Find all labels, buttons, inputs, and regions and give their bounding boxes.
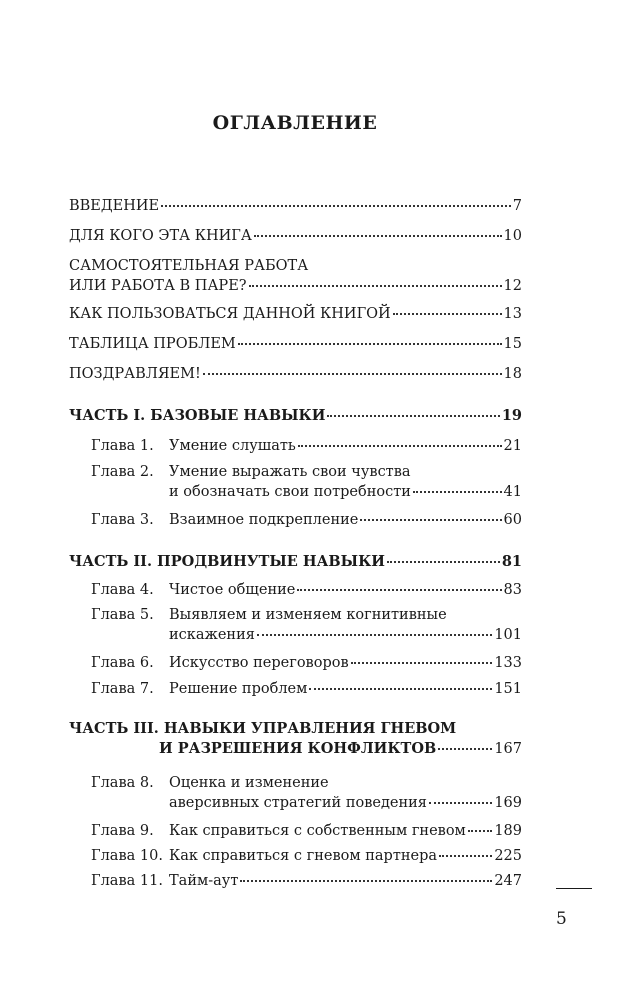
toc-page-number: 60 [503, 512, 522, 528]
dot-leader [257, 634, 492, 636]
folio-rule [556, 888, 592, 889]
dot-leader [360, 519, 501, 521]
toc-page-number: 10 [503, 228, 522, 244]
dot-leader [309, 688, 492, 690]
toc-page-number: 7 [512, 198, 522, 214]
chapter-title-line2: и обозначать свои потребности [169, 484, 411, 500]
dot-leader [297, 589, 501, 591]
dot-leader [413, 491, 502, 493]
toc-page-number: 12 [503, 278, 522, 294]
toc-entry-text: ДЛЯ КОГО ЭТА КНИГА [69, 228, 252, 244]
chapter-title-line1: Оценка и изменение [169, 775, 329, 791]
toc-page-number: 41 [503, 484, 522, 500]
chapter-title: Искусство переговоров [169, 655, 349, 671]
chapter-title: Умение слушать [169, 438, 296, 454]
toc-page-number: 15 [503, 336, 522, 352]
chapter-title: Тайм-аут [169, 873, 239, 889]
dot-leader [387, 561, 500, 563]
chapter-label: Глава 10. [91, 848, 163, 864]
chapter-label: Глава 11. [91, 873, 163, 889]
dot-leader [238, 343, 502, 345]
toc-page-number: 133 [494, 655, 522, 671]
toc-entry-text-line1: САМОСТОЯТЕЛЬНАЯ РАБОТА [69, 258, 309, 274]
chapter-label: Глава 8. [91, 775, 154, 791]
toc-part-title-line1: ЧАСТЬ III. НАВЫКИ УПРАВЛЕНИЯ ГНЕВОМ [69, 720, 457, 737]
toc-page-number: 151 [494, 681, 522, 697]
toc-entry-text: ПОЗДРАВЛЯЕМ! [69, 366, 201, 382]
toc-page-number: 19 [501, 407, 522, 424]
chapter-title-line1: Умение выражать свои чувства [169, 464, 411, 480]
dot-leader [351, 662, 493, 664]
toc-entry-text-line2: ИЛИ РАБОТА В ПАРЕ? [69, 278, 247, 294]
toc-page-number: 167 [494, 741, 522, 757]
toc-entry-text: КАК ПОЛЬЗОВАТЬСЯ ДАННОЙ КНИГОЙ [69, 306, 391, 322]
chapter-label: Глава 5. [91, 607, 154, 623]
toc-page-number: 18 [503, 366, 522, 382]
toc-page-number: 189 [494, 823, 522, 839]
chapter-title: Как справиться с собственным гневом [169, 823, 466, 839]
toc-part-title: ЧАСТЬ II. ПРОДВИНУТЫЕ НАВЫКИ [69, 553, 385, 570]
toc-page-number: 225 [494, 848, 522, 864]
chapter-label: Глава 3. [91, 512, 154, 528]
toc-page-number: 13 [503, 306, 522, 322]
chapter-title-line1: Выявляем и изменяем когнитивные [169, 607, 447, 623]
toc-page-number: 21 [503, 438, 522, 454]
chapter-label: Глава 7. [91, 681, 154, 697]
toc-page-number: 83 [503, 582, 522, 598]
toc-part-title-line2: И РАЗРЕШЕНИЯ КОНФЛИКТОВ [159, 740, 437, 757]
chapter-title-line2: искажения [169, 627, 255, 643]
toc-page-number: 81 [501, 553, 522, 570]
chapter-label: Глава 2. [91, 464, 154, 480]
dot-leader [429, 802, 492, 804]
dot-leader [327, 415, 499, 417]
chapter-label: Глава 1. [91, 438, 154, 454]
dot-leader [439, 855, 492, 857]
toc-part-title: ЧАСТЬ I. БАЗОВЫЕ НАВЫКИ [69, 407, 326, 424]
chapter-label: Глава 9. [91, 823, 154, 839]
chapter-title: Как справиться с гневом партнера [169, 848, 438, 864]
chapter-label: Глава 4. [91, 582, 154, 598]
dot-leader [298, 445, 502, 447]
chapter-title: Взаимное подкрепление [169, 512, 359, 528]
dot-leader [240, 880, 492, 882]
chapter-title-line2: аверсивных стратегий поведения [169, 795, 427, 811]
toc-page-number: 101 [494, 627, 522, 643]
dot-leader [203, 373, 502, 375]
chapter-label: Глава 6. [91, 655, 154, 671]
dot-leader [438, 748, 492, 750]
dot-leader [249, 285, 502, 287]
toc-page-number: 247 [494, 873, 522, 889]
page-number: 5 [556, 909, 567, 929]
dot-leader [254, 235, 502, 237]
dot-leader [161, 205, 511, 207]
dot-leader [468, 830, 492, 832]
dot-leader [393, 313, 502, 315]
toc-page-number: 169 [494, 795, 522, 811]
toc-entry-text: ВВЕДЕНИЕ [69, 198, 160, 214]
toc-entry-text: ТАБЛИЦА ПРОБЛЕМ [69, 336, 236, 352]
chapter-title: Чистое общение [169, 582, 296, 598]
page-title: ОГЛАВЛЕНИЕ [212, 112, 378, 134]
chapter-title: Решение проблем [169, 681, 308, 697]
